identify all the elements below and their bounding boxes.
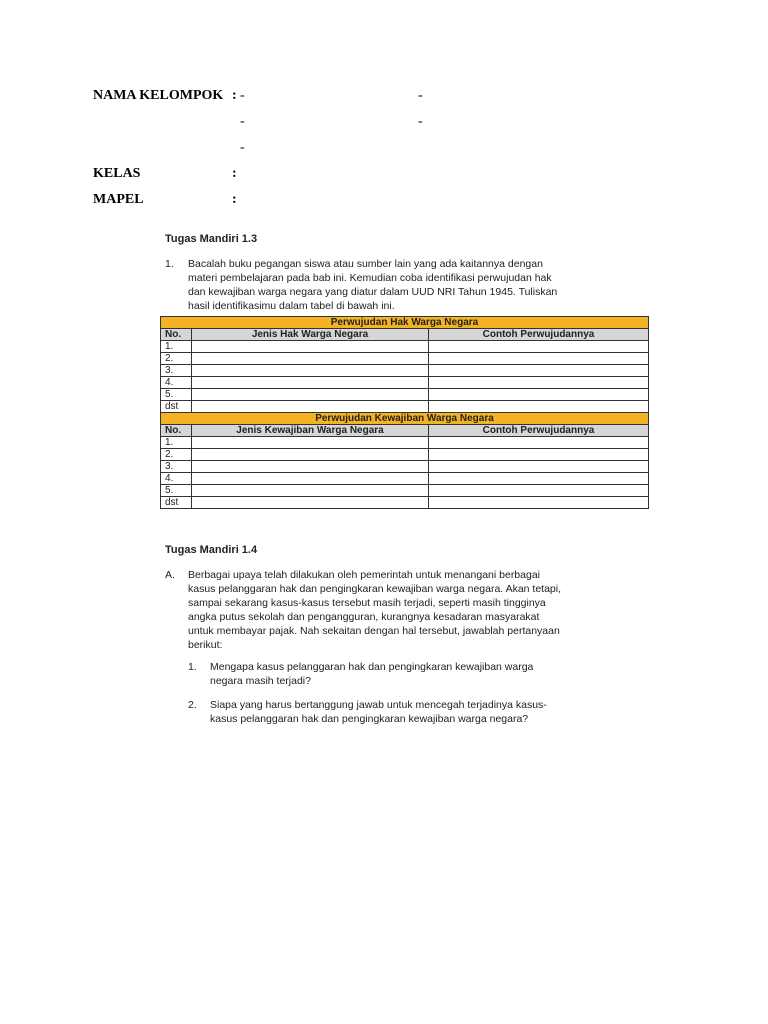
cell-jenis-kewajiban[interactable]: [192, 497, 429, 509]
cell-jenis-hak[interactable]: [192, 389, 429, 401]
cell-contoh[interactable]: [429, 437, 649, 449]
cell-jenis-kewajiban[interactable]: [192, 437, 429, 449]
passage-line: angka putus sekolah dan pengangguran, kurangnya kesadaran masyarakat: [188, 611, 540, 623]
task-1-3-title: Tugas Mandiri 1.3: [165, 233, 258, 245]
row-number: dst: [161, 497, 192, 509]
cell-jenis-hak[interactable]: [192, 365, 429, 377]
mapel-colon: :: [232, 192, 237, 207]
col-header-no: No.: [161, 425, 192, 437]
col-header-no: No.: [161, 329, 192, 341]
cell-contoh[interactable]: [429, 377, 649, 389]
task-1-4-title: Tugas Mandiri 1.4: [165, 544, 258, 556]
cell-contoh[interactable]: [429, 473, 649, 485]
cell-jenis-kewajiban[interactable]: [192, 449, 429, 461]
row-number: 1.: [161, 341, 192, 353]
row-number: 2.: [161, 353, 192, 365]
task-1-3-instructions: [188, 257, 625, 313]
table-row: [161, 437, 649, 449]
col-header-jenis-kewajiban: Jenis Kewajiban Warga Negara: [192, 425, 429, 437]
nama-kelompok-label: NAMA KELOMPOK: [93, 88, 224, 103]
question-1-number: 1.: [188, 661, 197, 673]
member-dash-4: -: [418, 114, 423, 129]
row-number: 3.: [161, 365, 192, 377]
table-row: [161, 497, 649, 509]
kelas-colon: :: [232, 166, 237, 181]
task-1-4-passage: [188, 568, 625, 652]
cell-contoh[interactable]: [429, 389, 649, 401]
question-line: negara masih terjadi?: [210, 675, 311, 687]
cell-contoh[interactable]: [429, 485, 649, 497]
cell-jenis-kewajiban[interactable]: [192, 473, 429, 485]
row-number: 4.: [161, 377, 192, 389]
question-line: kasus pelanggaran hak dan pengingkaran kewajiban warga negara?: [210, 713, 529, 725]
cell-jenis-hak[interactable]: [192, 353, 429, 365]
task-1-4-item-letter: A.: [165, 569, 175, 581]
row-number: 3.: [161, 461, 192, 473]
cell-contoh[interactable]: [429, 341, 649, 353]
cell-contoh[interactable]: [429, 401, 649, 413]
row-number: 5.: [161, 389, 192, 401]
table-row: [161, 401, 649, 413]
nama-colon: :: [232, 88, 237, 103]
instruction-line: Bacalah buku pegangan siswa atau sumber lain yang ada kaitannya dengan: [188, 258, 543, 270]
table-row: [161, 353, 649, 365]
table-row: [161, 389, 649, 401]
instruction-line: materi pembelajaran pada bab ini. Kemudian coba identifikasi perwujudan hak: [188, 272, 552, 284]
cell-jenis-hak[interactable]: [192, 401, 429, 413]
member-dash-2: -: [418, 88, 423, 103]
table-row: [161, 377, 649, 389]
passage-line: kasus pelanggaran hak dan pengingkaran kewajiban warga negara. Akan tetapi,: [188, 583, 562, 595]
cell-contoh[interactable]: [429, 353, 649, 365]
table-row: [161, 341, 649, 353]
question-1: [210, 660, 625, 688]
mapel-label: MAPEL: [93, 192, 144, 207]
passage-line: Berbagai upaya telah dilakukan oleh pemerintah untuk menangani berbagai: [188, 569, 541, 581]
cell-jenis-hak[interactable]: [192, 341, 429, 353]
row-number: dst: [161, 401, 192, 413]
section-kewajiban-title: Perwujudan Kewajiban Warga Negara: [161, 413, 649, 425]
question-line: Siapa yang harus bertanggung jawab untuk mencegah terjadinya kasus-: [210, 699, 547, 711]
member-dash-3: -: [240, 114, 245, 129]
col-header-jenis-hak: Jenis Hak Warga Negara: [192, 329, 429, 341]
instruction-line: dan kewajiban warga negara yang diatur dalam UUD NRI Tahun 1945. Tuliskan: [188, 286, 558, 298]
cell-jenis-kewajiban[interactable]: [192, 461, 429, 473]
member-dash-1: -: [240, 88, 245, 103]
perwujudan-table: [160, 316, 649, 509]
table-row: [161, 485, 649, 497]
cell-contoh[interactable]: [429, 365, 649, 377]
row-number: 4.: [161, 473, 192, 485]
instruction-line: hasil identifikasimu dalam tabel di bawah ini.: [188, 300, 395, 312]
table-row: [161, 365, 649, 377]
passage-line: sampai sekarang kasus-kasus tersebut masih terjadi, seperti masih tingginya: [188, 597, 546, 609]
table-row: [161, 449, 649, 461]
cell-contoh[interactable]: [429, 461, 649, 473]
cell-contoh[interactable]: [429, 449, 649, 461]
row-number: 5.: [161, 485, 192, 497]
cell-jenis-hak[interactable]: [192, 377, 429, 389]
section-hak-title: Perwujudan Hak Warga Negara: [161, 317, 649, 329]
col-header-contoh: Contoh Perwujudannya: [429, 425, 649, 437]
question-line: Mengapa kasus pelanggaran hak dan pengingkaran kewajiban warga: [210, 661, 534, 673]
cell-jenis-kewajiban[interactable]: [192, 485, 429, 497]
question-2-number: 2.: [188, 699, 197, 711]
cell-contoh[interactable]: [429, 497, 649, 509]
table-row: [161, 473, 649, 485]
col-header-contoh: Contoh Perwujudannya: [429, 329, 649, 341]
passage-line: untuk membayar pajak. Nah sekaitan dengan hal tersebut, jawablah pertanyaan: [188, 625, 560, 637]
row-number: 1.: [161, 437, 192, 449]
task-1-3-item-number: 1.: [165, 258, 174, 270]
passage-line: berikut:: [188, 639, 223, 651]
member-dash-5: -: [240, 140, 245, 155]
row-number: 2.: [161, 449, 192, 461]
question-2: [210, 698, 625, 726]
table-row: [161, 461, 649, 473]
kelas-label: KELAS: [93, 166, 141, 181]
